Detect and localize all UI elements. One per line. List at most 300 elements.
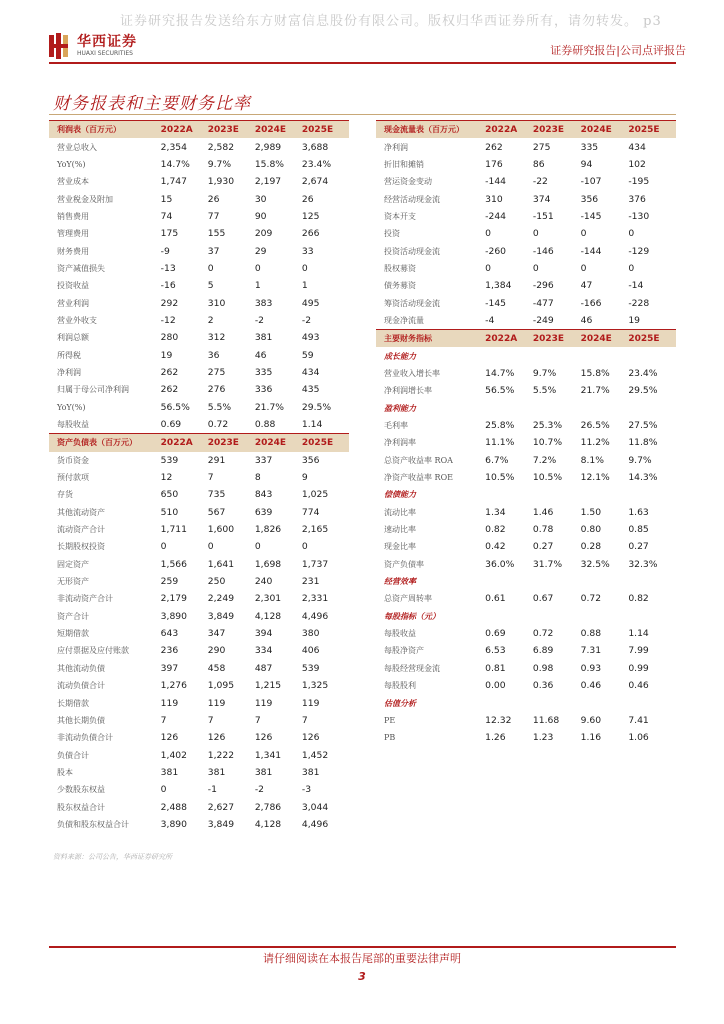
cell-value: 381 <box>254 332 273 344</box>
cell-value: 2023E <box>532 333 565 344</box>
cell-value: 406 <box>301 645 320 657</box>
row-label: 债务募资 <box>384 281 416 291</box>
row-label: 净资产收益率 ROE <box>384 473 453 483</box>
cell-value: 30 <box>254 193 267 205</box>
cell-value: 2,197 <box>254 176 282 188</box>
cell-value: 33 <box>301 245 314 257</box>
row-label: 流动比率 <box>384 507 416 517</box>
cell-value: 397 <box>160 662 179 674</box>
cell-value: 0.88 <box>580 628 602 640</box>
cell-value: 12.1% <box>580 472 610 484</box>
cell-value: 0.27 <box>628 541 649 553</box>
table-row <box>49 312 349 329</box>
row-label: 净利润 <box>384 142 408 152</box>
cell-value: 2,989 <box>254 141 282 153</box>
cell-value: 347 <box>207 628 226 640</box>
cell-value: 435 <box>301 384 320 396</box>
cell-value: 9 <box>301 472 308 484</box>
table-row <box>376 521 676 538</box>
cell-value: 2,301 <box>254 593 282 605</box>
cell-value: 14.3% <box>628 472 658 484</box>
watermark-text: 证券研究报告发送给东方财富信息股份有限公司。版权归华西证券所有，请勿转发。 p3 <box>120 14 662 29</box>
cell-value: 0.61 <box>485 593 506 605</box>
row-label: 总资产收益率 ROA <box>384 455 453 465</box>
row-label: 股本 <box>57 767 73 777</box>
cell-value: 291 <box>207 454 226 466</box>
row-label: 少数股东权益 <box>57 785 105 795</box>
cell-value: 0.93 <box>580 662 602 674</box>
cell-value: 56.5% <box>160 401 190 413</box>
row-label: 总资产周转率 <box>384 594 432 604</box>
cell-value: 126 <box>254 732 273 744</box>
cell-value: 381 <box>160 766 179 778</box>
cell-value: 8.1% <box>580 454 604 466</box>
cell-value: 334 <box>254 645 273 657</box>
cell-value: 26 <box>207 193 220 205</box>
cell-value: 275 <box>532 141 551 153</box>
cell-value: 231 <box>301 576 320 588</box>
cell-value: 0 <box>532 228 539 240</box>
cell-value: 5.5% <box>207 401 232 413</box>
table-row <box>376 642 676 659</box>
table-row <box>49 729 349 746</box>
cell-value: 4,496 <box>301 610 329 622</box>
table-row <box>49 452 349 469</box>
table-row <box>376 712 676 729</box>
cell-value: 458 <box>207 662 226 674</box>
cell-value: 2024E <box>580 124 612 135</box>
table-row <box>376 677 676 694</box>
cell-value: 26.5% <box>580 420 610 432</box>
row-label: 负债和股东权益合计 <box>57 819 129 829</box>
table-row <box>376 242 676 259</box>
table-row <box>376 294 676 311</box>
cell-value: 119 <box>207 697 226 709</box>
row-label: 投资收益 <box>57 281 89 291</box>
cell-value: 12 <box>160 472 173 484</box>
cell-value: 126 <box>207 732 226 744</box>
table-row <box>376 312 676 329</box>
cell-value: 2 <box>207 314 214 326</box>
row-label: 经营效率 <box>384 576 416 587</box>
table-row <box>49 642 349 659</box>
huaxi-logo-icon <box>49 33 71 59</box>
cell-value: 10.7% <box>532 437 563 449</box>
cell-value: 2,582 <box>207 141 235 153</box>
row-label: 成长能力 <box>384 350 416 361</box>
cell-value: 1,566 <box>160 558 187 570</box>
cell-value: 280 <box>160 332 179 344</box>
table-row <box>49 816 349 833</box>
row-label: 主要财务指标 <box>384 333 432 344</box>
cell-value: 2022A <box>485 333 518 344</box>
cell-value: 1,737 <box>301 558 329 570</box>
cell-value: 0.46 <box>580 680 602 692</box>
cell-value: 14.7% <box>160 158 190 170</box>
row-label: 现金比率 <box>384 542 416 552</box>
cell-value: 11.8% <box>628 437 658 449</box>
cell-value: 90 <box>254 210 267 222</box>
row-label: 流动负债合计 <box>57 681 105 691</box>
cell-value: 2025E <box>628 333 660 344</box>
cell-value: 7.99 <box>628 645 649 657</box>
cell-value: 6.7% <box>485 454 509 466</box>
table-row <box>376 382 676 399</box>
cell-value: 510 <box>160 506 179 518</box>
cell-value: 29 <box>254 245 267 257</box>
row-label: 负债合计 <box>57 750 89 760</box>
cell-value: 46 <box>254 349 267 361</box>
cell-value: 7 <box>160 714 167 726</box>
table-row <box>49 556 349 573</box>
cell-value: 21.7% <box>254 401 285 413</box>
cell-value: -2 <box>254 314 264 326</box>
row-label: 偿债能力 <box>384 489 416 500</box>
row-label: 盈利能力 <box>384 402 416 413</box>
row-label: 所得税 <box>57 350 81 360</box>
legal-notice: 请仔细阅读在本报告尾部的重要法律声明 <box>263 952 461 965</box>
cell-value: 335 <box>254 366 273 378</box>
cell-value: 11.2% <box>580 437 610 449</box>
cell-value: 32.5% <box>580 558 610 570</box>
cell-value: 26 <box>301 193 314 205</box>
cell-value: 15.8% <box>580 367 610 379</box>
cell-value: 337 <box>254 454 273 466</box>
page-number: 3 <box>358 970 366 983</box>
table-header-row <box>376 120 676 138</box>
row-label: 无形资产 <box>57 577 89 587</box>
table-subheader-row <box>376 347 676 364</box>
cell-value: 0 <box>485 228 492 240</box>
table-row <box>376 417 676 434</box>
row-label: 净利润率 <box>384 438 416 448</box>
cell-value: -228 <box>628 297 650 309</box>
row-label: 速动比率 <box>384 525 416 535</box>
table-row <box>376 469 676 486</box>
cell-value: 2022A <box>160 437 193 448</box>
cell-value: 381 <box>301 766 320 778</box>
cell-value: 77 <box>207 210 220 222</box>
table-row <box>49 381 349 398</box>
cell-value: -16 <box>160 280 176 292</box>
table-row <box>49 746 349 763</box>
row-label: 资产减值损失 <box>57 263 105 273</box>
cell-value: 27.5% <box>628 420 658 432</box>
table-row <box>376 625 676 642</box>
row-label: 现金净流量 <box>384 315 424 325</box>
row-label: 存货 <box>57 490 73 500</box>
cell-value: 0.72 <box>532 628 554 640</box>
cell-value: 275 <box>207 366 226 378</box>
cell-value: 8 <box>254 472 261 484</box>
cell-value: 312 <box>207 332 226 344</box>
cell-value: 3,890 <box>160 610 187 622</box>
cell-value: 11.1% <box>485 437 515 449</box>
row-label: PB <box>384 733 396 743</box>
cell-value: 250 <box>207 576 226 588</box>
cell-value: 21.7% <box>580 385 610 397</box>
cell-value: 0 <box>160 784 167 796</box>
cell-value: 0.69 <box>160 419 182 431</box>
row-label: 现金流量表（百万元） <box>384 124 464 135</box>
cell-value: 31.7% <box>532 558 563 570</box>
cell-value: 0.36 <box>532 680 554 692</box>
row-label: 其他流动资产 <box>57 507 105 517</box>
cell-value: 374 <box>532 193 551 205</box>
cell-value: 0.85 <box>628 524 649 536</box>
cell-value: 3,849 <box>207 818 235 830</box>
row-label: 毛利率 <box>384 421 408 431</box>
table-subheader-row <box>376 608 676 625</box>
cell-value: 381 <box>254 766 273 778</box>
table-row <box>49 416 349 433</box>
cell-value: 1,747 <box>160 176 187 188</box>
table-subheader-row <box>376 573 676 590</box>
cell-value: 276 <box>207 384 226 396</box>
cell-value: -14 <box>628 280 644 292</box>
table-row <box>376 156 676 173</box>
cell-value: 2,165 <box>301 524 329 536</box>
report-type: 证券研究报告|公司点评报告 <box>550 44 686 57</box>
cell-value: 126 <box>301 732 320 744</box>
cell-value: 0.27 <box>532 541 554 553</box>
cell-value: 1,826 <box>254 524 282 536</box>
cell-value: 32.3% <box>628 558 658 570</box>
cell-value: 0 <box>628 228 635 240</box>
cell-value: 2,179 <box>160 593 187 605</box>
cell-value: 2025E <box>301 124 334 135</box>
cell-value: 394 <box>254 628 273 640</box>
table-subheader-row <box>376 400 676 417</box>
cell-value: 19 <box>628 314 641 326</box>
cell-value: 175 <box>160 228 179 240</box>
cell-value: 0.72 <box>580 593 602 605</box>
cell-value: 1,641 <box>207 558 235 570</box>
row-label: 非流动资产合计 <box>57 594 113 604</box>
table-row <box>49 694 349 711</box>
cell-value: 356 <box>301 454 320 466</box>
cell-value: 1.14 <box>628 628 649 640</box>
cell-value: -249 <box>532 314 554 326</box>
cell-value: 7.41 <box>628 714 649 726</box>
row-label: 每股指标（元） <box>384 610 440 621</box>
cell-value: 94 <box>580 158 593 170</box>
cell-value: 2025E <box>301 437 334 448</box>
cell-value: 0.46 <box>628 680 649 692</box>
cell-value: 2023E <box>207 437 239 448</box>
table-row <box>49 190 349 207</box>
cell-value: -9 <box>160 245 170 257</box>
cell-value: 336 <box>254 384 273 396</box>
cell-value: 7 <box>254 714 261 726</box>
row-label: 资产负债表（百万元） <box>57 437 137 448</box>
row-label: 短期借款 <box>57 629 89 639</box>
cell-value: 356 <box>580 193 599 205</box>
cell-value: 7.2% <box>532 454 557 466</box>
cell-value: -2 <box>254 784 264 796</box>
cell-value: 0 <box>160 541 167 553</box>
table-row <box>49 781 349 798</box>
cell-value: 155 <box>207 228 226 240</box>
cell-value: 643 <box>160 628 179 640</box>
row-label: 股东权益合计 <box>57 802 105 812</box>
cell-value: 2,674 <box>301 176 329 188</box>
cell-value: 1,276 <box>160 680 187 692</box>
cell-value: 0 <box>301 262 308 274</box>
cell-value: 9.7% <box>532 367 557 379</box>
row-label: 投资活动现金流 <box>384 246 440 256</box>
cell-value: -477 <box>532 297 554 309</box>
cell-value: 25.8% <box>485 420 515 432</box>
cell-value: 2,488 <box>160 801 187 813</box>
row-label: 估值分析 <box>384 697 416 708</box>
cell-value: 56.5% <box>485 385 515 397</box>
cell-value: 119 <box>160 697 179 709</box>
cell-value: 1.23 <box>532 732 554 744</box>
table-row <box>49 329 349 346</box>
cell-value: 2,627 <box>207 801 235 813</box>
table-row <box>49 712 349 729</box>
table-subheader-row <box>376 694 676 711</box>
row-label: 营业利润 <box>57 298 89 308</box>
table-row <box>376 190 676 207</box>
cell-value: 0.82 <box>485 524 506 536</box>
left-financial-table <box>49 120 349 833</box>
cell-value: -195 <box>628 176 650 188</box>
cell-value: 1,325 <box>301 680 329 692</box>
row-label: 利润总额 <box>57 333 89 343</box>
row-label: 其他长期负债 <box>57 715 105 725</box>
cell-value: 1,698 <box>254 558 282 570</box>
cell-value: 0.82 <box>628 593 649 605</box>
row-label: 流动资产合计 <box>57 525 105 535</box>
row-label: 净利润 <box>57 367 81 377</box>
cell-value: 539 <box>160 454 179 466</box>
table-subheader-row <box>376 486 676 503</box>
cell-value: 5 <box>207 280 214 292</box>
cell-value: 2,331 <box>301 593 329 605</box>
cell-value: 310 <box>485 193 503 205</box>
cell-value: -13 <box>160 262 176 274</box>
cell-value: 1.14 <box>301 419 323 431</box>
cell-value: 774 <box>301 506 320 518</box>
cell-value: 119 <box>254 697 273 709</box>
cell-value: 1 <box>301 280 308 292</box>
cell-value: 15.8% <box>254 158 285 170</box>
cell-value: 2024E <box>254 437 287 448</box>
cell-value: 12.32 <box>485 714 512 726</box>
cell-value: 15 <box>160 193 173 205</box>
row-label: 营运资金变动 <box>384 177 432 187</box>
cell-value: 3,044 <box>301 801 329 813</box>
row-label: 管理费用 <box>57 229 89 239</box>
table-row <box>49 277 349 294</box>
table-header-row <box>49 433 349 451</box>
cell-value: 495 <box>301 297 320 309</box>
cell-value: 209 <box>254 228 273 240</box>
cell-value: 1.34 <box>485 506 506 518</box>
cell-value: 1.16 <box>580 732 602 744</box>
row-label: 其他流动负债 <box>57 663 105 673</box>
row-label: 投资 <box>384 229 400 239</box>
cell-value: 59 <box>301 349 314 361</box>
cell-value: 1,711 <box>160 524 187 536</box>
table-row <box>376 660 676 677</box>
cell-value: 36 <box>207 349 220 361</box>
cell-value: 1,384 <box>485 280 512 292</box>
cell-value: 3,890 <box>160 818 187 830</box>
brand-logo <box>49 33 137 59</box>
table-header-row <box>376 329 676 347</box>
row-label: 每股净资产 <box>384 646 424 656</box>
cell-value: 1,222 <box>207 749 235 761</box>
title-divider <box>49 114 676 115</box>
cell-value: 1,452 <box>301 749 329 761</box>
cell-value: 0 <box>207 262 214 274</box>
row-label: 长期借款 <box>57 698 89 708</box>
row-label: 非流动负债合计 <box>57 733 113 743</box>
cell-value: 0.69 <box>485 628 506 640</box>
table-row <box>49 138 349 155</box>
cell-value: 4,128 <box>254 818 282 830</box>
cell-value: 380 <box>301 628 320 640</box>
row-label: 每股股利 <box>384 681 416 691</box>
row-label: PE <box>384 715 396 725</box>
cell-value: 36.0% <box>485 558 515 570</box>
cell-value: 102 <box>628 158 646 170</box>
cell-value: 236 <box>160 645 179 657</box>
table-row <box>376 590 676 607</box>
cell-value: 259 <box>160 576 179 588</box>
table-row <box>49 469 349 486</box>
cell-value: -2 <box>301 314 312 326</box>
table-row <box>49 486 349 503</box>
table-row <box>49 538 349 555</box>
cell-value: 735 <box>207 489 226 501</box>
cell-value: 9.60 <box>580 714 602 726</box>
cell-value: 2024E <box>254 124 287 135</box>
cell-value: -145 <box>580 210 602 222</box>
row-label: 资产负债率 <box>384 559 424 569</box>
cell-value: 0.42 <box>485 541 506 553</box>
cell-value: 0 <box>580 262 587 274</box>
row-label: 归属于母公司净利润 <box>57 385 129 395</box>
row-label: 固定资产 <box>57 559 89 569</box>
table-row <box>376 277 676 294</box>
cell-value: 843 <box>254 489 273 501</box>
cell-value: -166 <box>580 297 602 309</box>
cell-value: 292 <box>160 297 179 309</box>
row-label: 预付款项 <box>57 473 89 483</box>
cell-value: 290 <box>207 645 226 657</box>
row-label: 财务费用 <box>57 246 89 256</box>
cell-value: 1 <box>254 280 261 292</box>
cell-value: 37 <box>207 245 220 257</box>
row-label: 长期股权投资 <box>57 542 105 552</box>
cell-value: 7 <box>301 714 308 726</box>
section-title: 财务报表和主要财务比率 <box>53 94 251 114</box>
cell-value: 19 <box>160 349 173 361</box>
cell-value: 1.63 <box>628 506 649 518</box>
cell-value: 0.00 <box>485 680 506 692</box>
cell-value: 567 <box>207 506 226 518</box>
cell-value: 6.53 <box>485 645 506 657</box>
cell-value: 1,025 <box>301 489 329 501</box>
cell-value: 0 <box>207 541 214 553</box>
cell-value: 0.98 <box>532 662 554 674</box>
cell-value: -146 <box>532 245 554 257</box>
row-label: 应付票据及应付账款 <box>57 646 129 656</box>
